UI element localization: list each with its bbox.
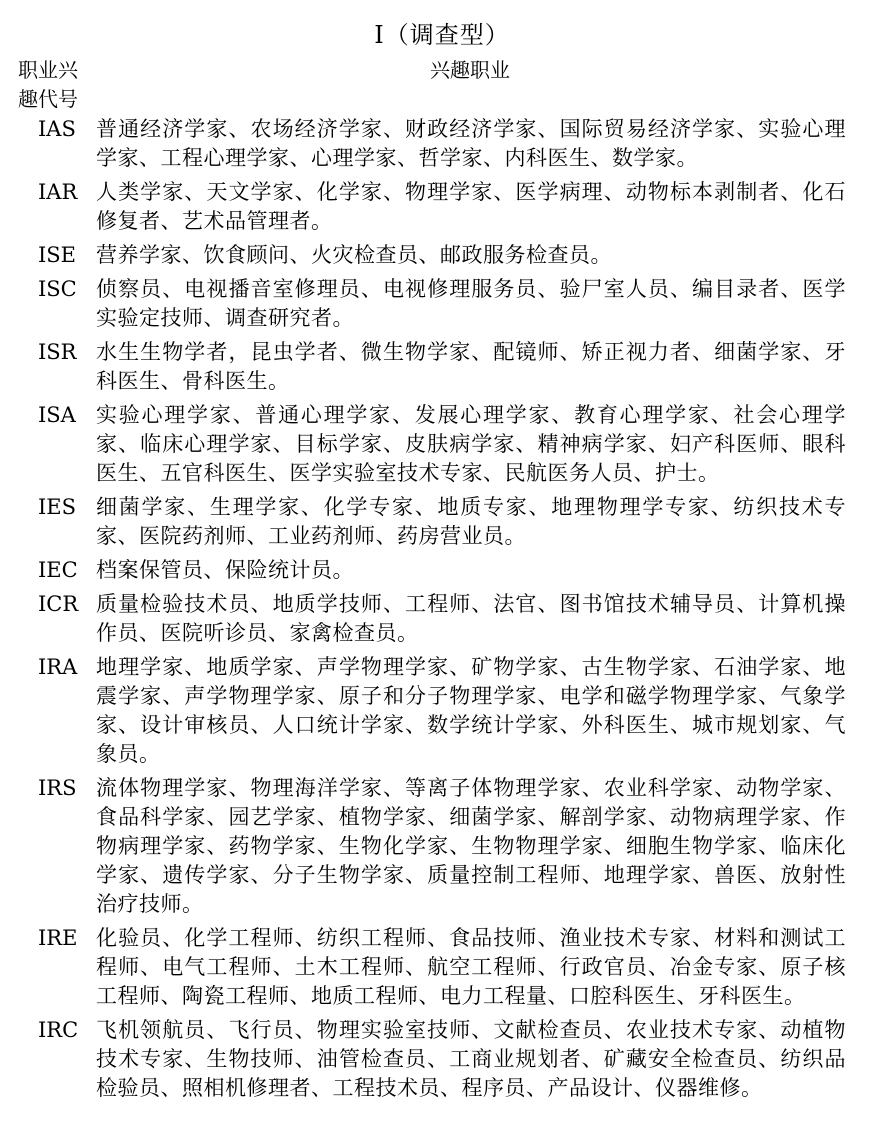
jobs-column-header: 兴趣职业 [430, 58, 510, 82]
occupation-list: 飞机领航员、飞行员、物理实验室技师、文献检查员、农业技术专家、动植物技术专家、生物技师、油管检查员、工商业规划者、矿藏安全检查员、纺织品检验员、照相机修理者、工程技术员、程序员、产品设计、仪器维修。 [96, 1018, 846, 1100]
interest-code: ISE [38, 243, 77, 267]
interest-code: ICR [38, 592, 79, 616]
table-row [0, 241, 884, 270]
table-row [0, 178, 884, 236]
occupation-list: 流体物理学家、物理海洋学家、等离子体物理学家、农业科学家、动物学家、食品科学家、园艺学家、植物学家、细菌学家、解剖学家、动物病理学家、作物病理学家、药物学家、生物化学家、生物物理学家、细胞生物学家、临床化学家、遗传学家、分子生物学家、质量控制工程师、地理学家、兽医、放射性治疗技师。 [96, 776, 846, 916]
code-header-line-1: 职业兴 [18, 58, 78, 82]
interest-code: IES [38, 495, 77, 519]
code-column-header [18, 56, 98, 114]
table-row [0, 924, 884, 1011]
interest-code: IRA [38, 655, 78, 679]
table-row [0, 1016, 884, 1103]
occupation-list: 实验心理学家、普通心理学家、发展心理学家、教育心理学家、社会心理学家、临床心理学家、目标学家、皮肤病学家、精神病学家、妇产科医师、眼科医生、五官科医生、医学实验室技术专家、民航医务人员、护士。 [96, 403, 846, 485]
table-row [0, 275, 884, 333]
occupation-list: 档案保管员、保险统计员。 [96, 558, 354, 582]
interest-code: IRE [38, 926, 78, 950]
interest-code: IRS [38, 776, 77, 800]
occupation-list: 细菌学家、生理学家、化学专家、地质专家、地理物理学专家、纺织技术专家、医院药剂师、工业药剂师、药房营业员。 [96, 495, 846, 548]
occupation-list: 质量检验技术员、地质学技师、工程师、法官、图书馆技术辅导员、计算机操作员、医院听诊员、家禽检查员。 [96, 592, 846, 645]
interest-code: IAR [38, 180, 78, 204]
interest-code: IEC [38, 558, 78, 582]
interest-code: IAS [38, 117, 76, 141]
interest-code: IRC [38, 1018, 79, 1042]
table-row [0, 401, 884, 488]
table-row [0, 590, 884, 648]
occupation-list: 侦察员、电视播音室修理员、电视修理服务员、验尸室人员、编目录者、医学实验定技师、调查研究者。 [96, 277, 846, 330]
code-header-line-2: 趣代号 [18, 87, 78, 111]
occupation-list: 地理学家、地质学家、声学物理学家、矿物学家、古生物学家、石油学家、地震学家、声学物理学家、原子和分子物理学家、电学和磁学物理学家、气象学家、设计审核员、人口统计学家、数学统计学家、外科医生、城市规划家、气象员。 [96, 655, 846, 766]
occupation-list: 普通经济学家、农场经济学家、财政经济学家、国际贸易经济学家、实验心理学家、工程心理学家、心理学家、哲学家、内科医生、数学家。 [96, 117, 846, 170]
interest-code: ISC [38, 277, 77, 301]
table-row [0, 493, 884, 551]
occupation-table [0, 115, 884, 1108]
table-row [0, 338, 884, 396]
interest-code: ISA [38, 403, 76, 427]
interest-code: ISR [38, 340, 77, 364]
table-row [0, 653, 884, 769]
page-title: I（调查型） [374, 21, 510, 49]
occupation-list: 营养学家、饮食顾问、火灾检查员、邮政服务检查员。 [96, 243, 612, 267]
occupation-list: 人类学家、天文学家、化学家、物理学家、医学病理、动物标本剥制者、化石修复者、艺术品管理者。 [96, 180, 846, 233]
table-row [0, 774, 884, 919]
table-row [0, 556, 884, 585]
table-row [0, 115, 884, 173]
occupation-list: 化验员、化学工程师、纺织工程师、食品技师、渔业技术专家、材料和测试工程师、电气工程师、土木工程师、航空工程师、行政官员、冶金专家、原子核工程师、陶瓷工程师、地质工程师、电力工程量、口腔科医生、牙科医生。 [96, 926, 846, 1008]
occupation-list: 水生生物学者，昆虫学者、微生物学家、配镜师、矫正视力者、细菌学家、牙科医生、骨科医生。 [96, 340, 846, 393]
